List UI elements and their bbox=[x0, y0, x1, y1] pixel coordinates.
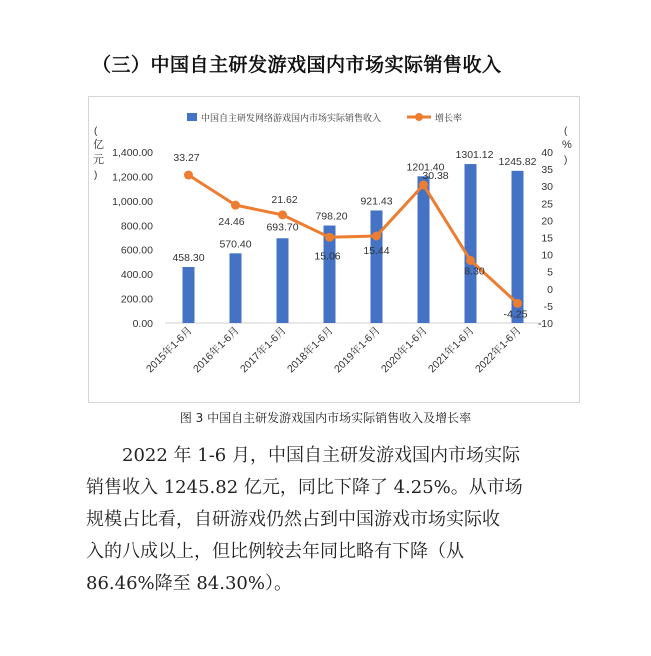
bar-label: 798.20 bbox=[315, 210, 348, 223]
x-tick-label: 2022年1-6月 bbox=[473, 324, 524, 376]
growth-label: 30.38 bbox=[422, 169, 449, 182]
combo-chart bbox=[89, 97, 579, 402]
x-tick-label: 2019年1-6月 bbox=[332, 324, 383, 376]
section-title: （三）中国自主研发游戏国内市场实际销售收入 bbox=[92, 54, 502, 76]
y-right-tick: 0 bbox=[547, 283, 553, 296]
bar-label: 693.70 bbox=[266, 221, 299, 234]
growth-point bbox=[184, 171, 193, 180]
bar bbox=[418, 176, 430, 323]
x-tick-label: 2021年1-6月 bbox=[426, 324, 477, 376]
chart-container bbox=[88, 96, 580, 403]
x-tick-label: 2016年1-6月 bbox=[191, 324, 242, 376]
growth-point bbox=[466, 256, 475, 265]
y-right-tick: 10 bbox=[541, 249, 553, 262]
paragraph-line: 86.46%降至 84.30%）。 bbox=[86, 573, 292, 594]
legend-swatch-bar bbox=[187, 113, 197, 121]
growth-label: -4.25 bbox=[503, 308, 528, 321]
growth-label: 21.62 bbox=[271, 193, 298, 206]
x-tick-label: 2015年1-6月 bbox=[144, 324, 195, 376]
y-right-tick: -5 bbox=[543, 300, 553, 313]
y-left-paren: ( bbox=[94, 126, 98, 137]
y-right-tick: 40 bbox=[541, 147, 553, 159]
legend-label-line: 增长率 bbox=[435, 113, 463, 123]
bar bbox=[230, 253, 242, 323]
growth-point bbox=[513, 299, 522, 308]
y-right-tick: 15 bbox=[541, 232, 553, 245]
figure-caption: 图 3 中国自主研发游戏国内市场实际销售收入及增长率 bbox=[179, 411, 472, 425]
y-right-tick: 5 bbox=[547, 266, 553, 279]
growth-point bbox=[372, 231, 381, 240]
body-paragraph bbox=[86, 440, 596, 600]
bar bbox=[371, 210, 383, 323]
y-left-tick: 200.00 bbox=[120, 293, 153, 306]
x-tick-label: 2018年1-6月 bbox=[285, 324, 336, 376]
y-left-tick: 400.00 bbox=[120, 269, 153, 282]
y-right-paren: ) bbox=[564, 155, 568, 166]
legend-marker-line bbox=[415, 113, 423, 121]
y-right-tick: 20 bbox=[541, 215, 553, 228]
y-left-tick: 800.00 bbox=[120, 220, 153, 233]
bar bbox=[183, 267, 195, 323]
bar-label: 1201.40 bbox=[406, 161, 445, 174]
bar bbox=[465, 164, 477, 323]
paragraph-line: 2022 年 1-6 月，中国自主研发游戏国内市场实际 bbox=[122, 445, 520, 466]
growth-label: 15.06 bbox=[314, 250, 341, 263]
growth-label: 24.46 bbox=[218, 216, 245, 229]
y-left-tick: 1,400.00 bbox=[112, 147, 153, 159]
y-left-tick: 1,000.00 bbox=[112, 195, 153, 208]
paragraph-line: 销售收入 1245.82 亿元，同比下降了 4.25%。从市场 bbox=[86, 477, 523, 498]
bar bbox=[277, 238, 289, 323]
growth-label: 8.30 bbox=[464, 265, 485, 278]
y-left-tick: 0.00 bbox=[132, 318, 153, 330]
y-right-tick: 25 bbox=[541, 198, 553, 211]
y-left-unit-char: 元 bbox=[93, 154, 104, 166]
y-right-tick: -10 bbox=[537, 318, 553, 330]
x-tick-label: 2017年1-6月 bbox=[238, 324, 289, 376]
growth-label: 15.44 bbox=[363, 244, 390, 257]
bar-label: 1301.12 bbox=[455, 149, 494, 162]
y-left-unit-char: 亿 bbox=[93, 139, 104, 151]
bar-label: 570.40 bbox=[219, 238, 252, 251]
y-right-paren: ( bbox=[564, 126, 568, 137]
growth-point bbox=[231, 201, 240, 210]
paragraph-line: 规模占比看，自研游戏仍然占到中国游戏市场实际收 bbox=[86, 509, 500, 530]
paragraph-line: 入的八成以上，但比例较去年同比略有下降（从 bbox=[86, 541, 464, 562]
y-left-tick: 600.00 bbox=[120, 244, 153, 257]
legend-label-bar: 中国自主研发网络游戏国内市场实际销售收入 bbox=[201, 113, 382, 123]
y-right-tick: 30 bbox=[541, 181, 553, 194]
x-tick-label: 2020年1-6月 bbox=[379, 324, 430, 376]
bar-label: 1245.82 bbox=[498, 155, 537, 168]
y-right-unit: % bbox=[562, 139, 572, 151]
growth-point bbox=[278, 210, 287, 219]
growth-point bbox=[325, 233, 334, 242]
bar-label: 458.30 bbox=[172, 252, 205, 265]
y-left-paren: ) bbox=[94, 170, 98, 181]
bar-label: 921.43 bbox=[360, 195, 393, 208]
y-left-tick: 1,200.00 bbox=[112, 171, 153, 184]
growth-label: 33.27 bbox=[173, 152, 200, 165]
y-right-tick: 35 bbox=[541, 164, 553, 177]
